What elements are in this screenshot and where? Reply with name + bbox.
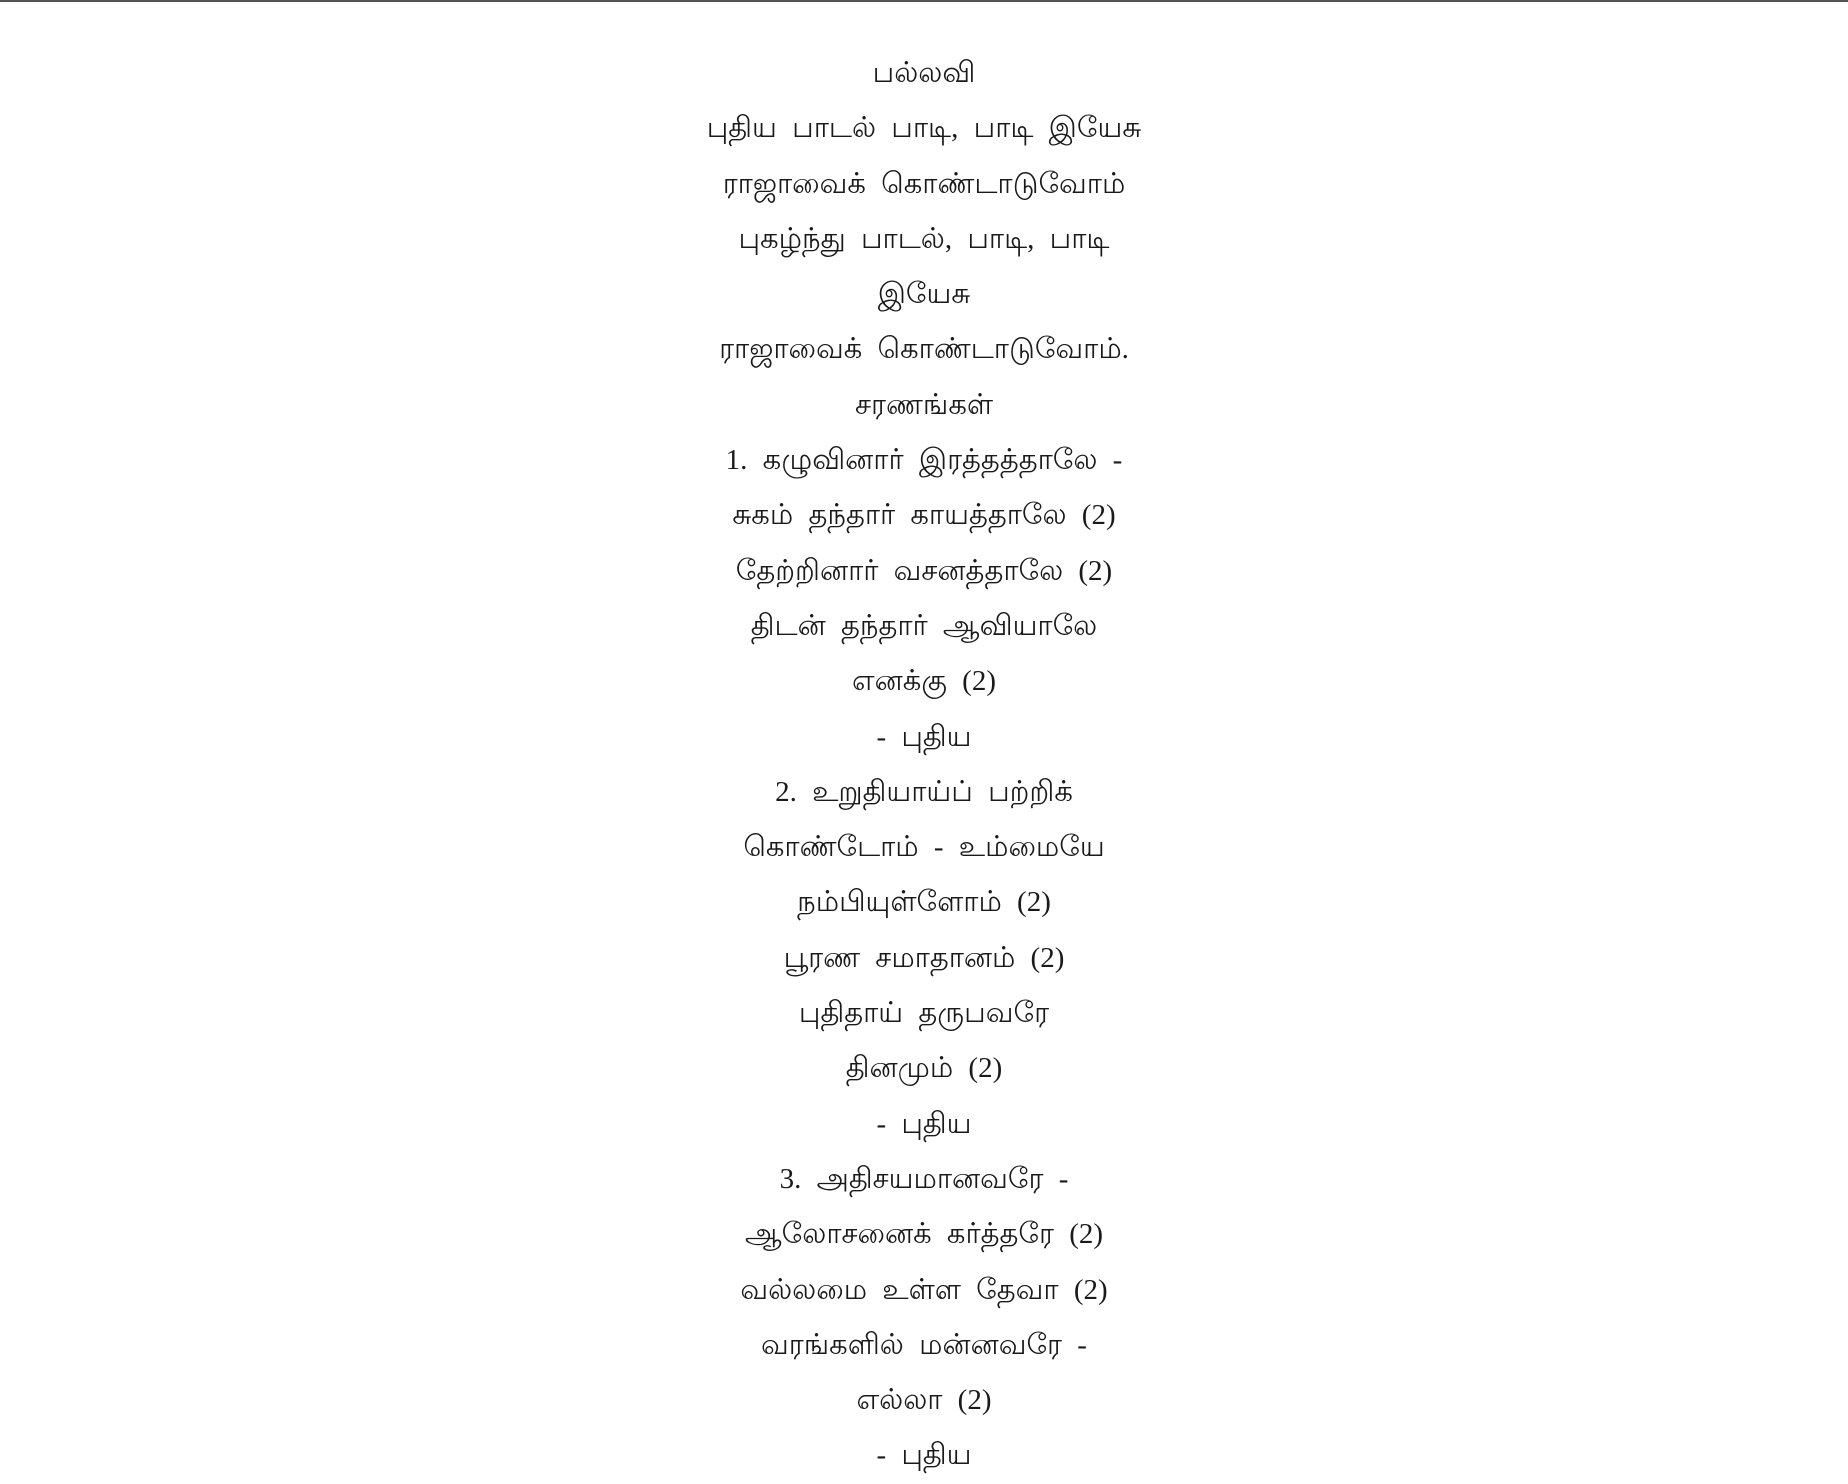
- verse1-line: 1. கழுவினார் இரத்தத்தாலே -: [725, 444, 1123, 477]
- verse2-line: பூரண சமாதானம் (2): [783, 941, 1065, 974]
- verse3-line: ஆலோசனைக் கர்த்தரே (2): [744, 1218, 1104, 1251]
- verse3-line: 3. அதிசயமானவரே -: [779, 1162, 1069, 1195]
- pallavi-line: புகழ்ந்து பாடல், பாடி, பாடி: [738, 222, 1110, 255]
- charanam-heading: சரணங்கள்: [854, 388, 994, 421]
- song-lyrics: [0, 46, 1848, 1484]
- verse3-line: எல்லா (2): [856, 1384, 992, 1417]
- verse1-line: திடன் தந்தார் ஆவியாலே: [750, 609, 1098, 642]
- pallavi-line: ராஜாவைக் கொண்டாடுவோம்: [722, 167, 1126, 200]
- verse3-line: வரங்களில் மன்னவரே -: [761, 1328, 1087, 1361]
- pallavi-heading: பல்லவி: [872, 57, 976, 89]
- top-rule: [0, 0, 1848, 2]
- pallavi-line: புதிய பாடல் பாடி, பாடி இயேசு: [706, 112, 1142, 145]
- verse2-line: தினமும் (2): [845, 1052, 1003, 1085]
- verse1-refrain: - புதிய: [876, 720, 972, 753]
- verse1-line: தேற்றினார் வசனத்தாலே (2): [735, 554, 1113, 587]
- verse1-line: எனக்கு (2): [852, 665, 996, 698]
- verse2-line: 2. உறுதியாய்ப் பற்றிக்: [775, 775, 1073, 808]
- verse2-refrain: - புதிய: [876, 1107, 972, 1140]
- verse2-line: புதிதாய் தருபவரே: [798, 997, 1050, 1030]
- pallavi-line: இயேசு: [877, 278, 971, 311]
- pallavi-line: ராஜாவைக் கொண்டாடுவோம்.: [719, 333, 1129, 366]
- verse1-line: சுகம் தந்தார் காயத்தாலே (2): [732, 499, 1116, 532]
- verse2-line: நம்பியுள்ளோம் (2): [797, 886, 1051, 919]
- verse3-refrain: - புதிய: [876, 1439, 972, 1472]
- verse2-line: கொண்டோம் - உம்மையே: [743, 831, 1105, 864]
- verse3-line: வல்லமை உள்ள தேவா (2): [740, 1273, 1108, 1306]
